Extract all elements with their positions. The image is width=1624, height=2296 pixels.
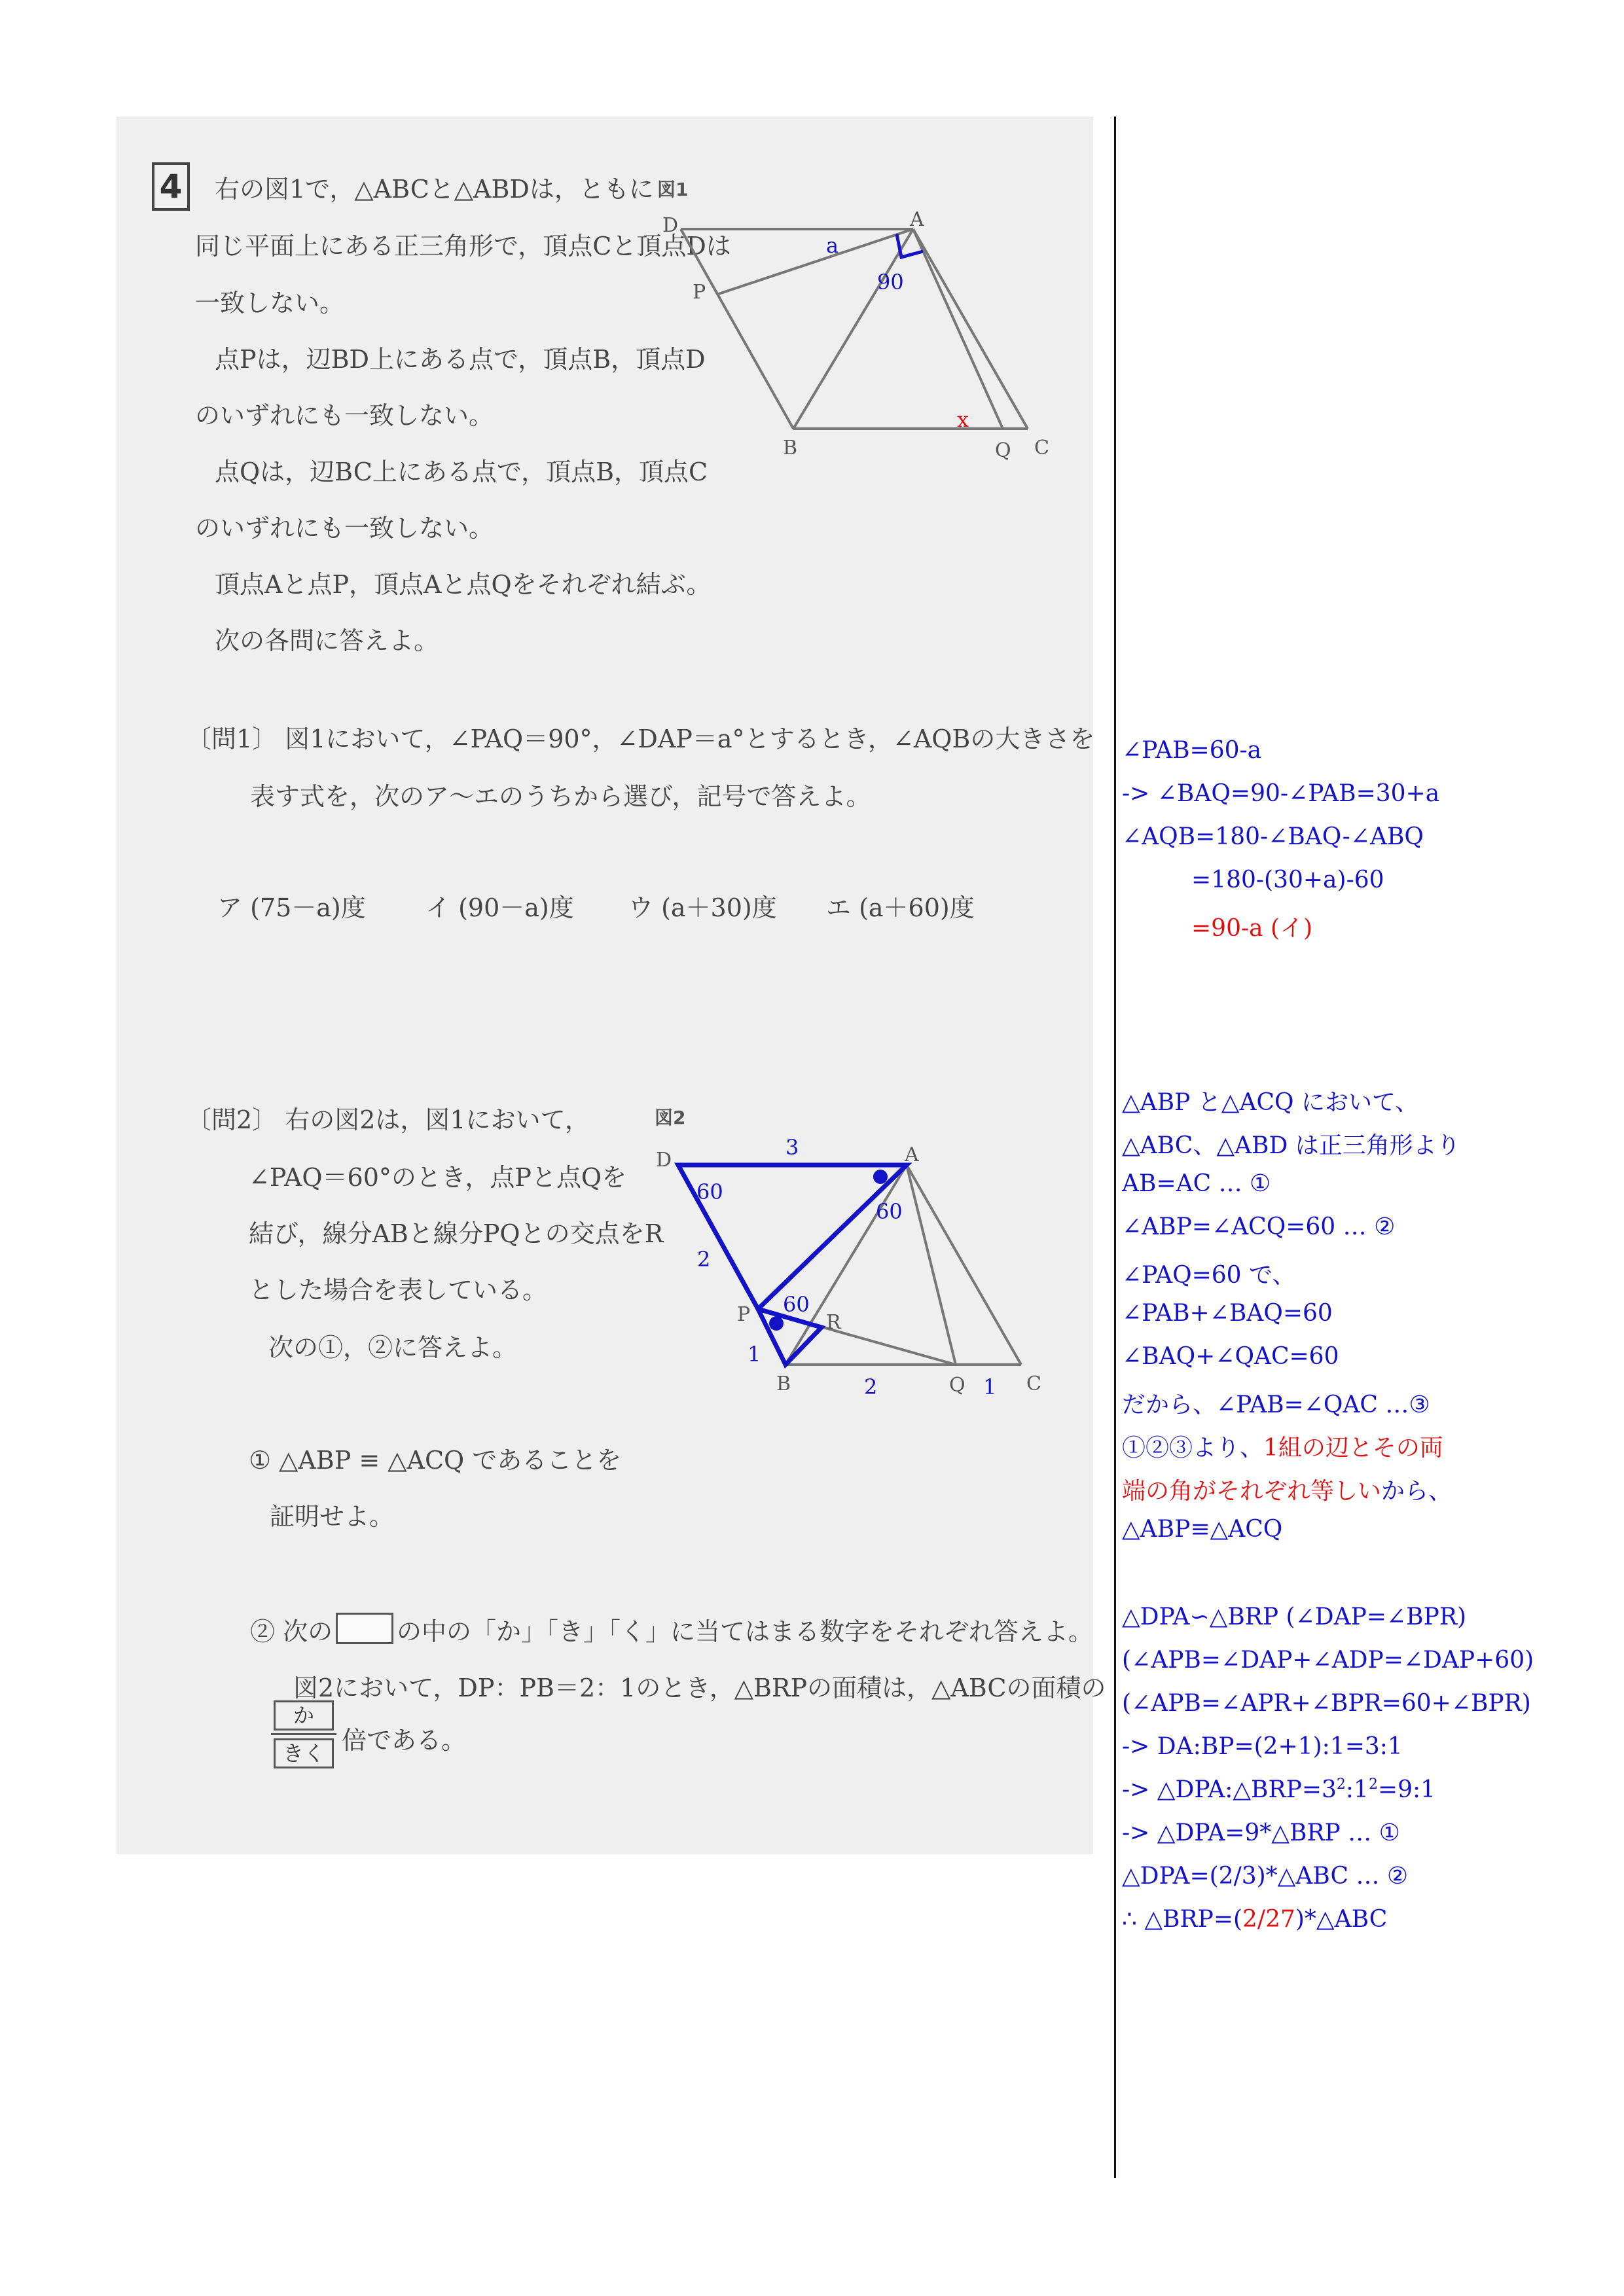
q2-sub2-line2: 図2において，DP：PB＝2：1のとき，△BRPの面積は，△ABCの面積の <box>293 1674 1106 1702</box>
point-r-label: R <box>826 1311 841 1334</box>
length-bq: 2 <box>864 1374 878 1399</box>
q2-sub2-tail: 倍である。 <box>342 1726 467 1755</box>
q1-option: ウ (a＋30)度 <box>628 893 777 922</box>
figure2-diagram <box>648 1113 1054 1420</box>
edge-ac <box>907 1165 1021 1365</box>
answer2-line: ∠PAB+∠BAQ=60 <box>1122 1300 1333 1327</box>
answer3-line5 <box>1122 1776 1435 1803</box>
answer3-line3b: 60+∠BPR) <box>1401 1690 1531 1717</box>
answer2-red-part1: 1組の辺とその両 <box>1263 1435 1443 1462</box>
answer1-line: ∠AQB=180-∠BAQ-∠ABQ <box>1122 823 1424 850</box>
answer3-line5-pre: -> △DPA:△BRP=3 <box>1122 1776 1337 1803</box>
point-c-label: C <box>1034 437 1049 459</box>
answer3-line1: △DPA∽△BRP (∠DAP=∠BPR) <box>1122 1604 1466 1630</box>
answer3-line3 <box>1122 1690 1531 1717</box>
answer2-prefix: ①②③より、 <box>1122 1435 1264 1462</box>
vertical-divider <box>1114 117 1116 2178</box>
angle-dot-p <box>769 1316 784 1331</box>
q1-line1: 〔問1〕 図1において，∠PAQ＝90°，∠DAP＝a°とするとき，∠AQBの大きさを <box>187 725 1095 753</box>
angle-x-note: x <box>957 407 969 432</box>
segment-aq <box>913 229 1003 429</box>
answer1-line: -> ∠BAQ=90-∠PAB=30+a <box>1122 780 1440 807</box>
fraction-denominator-box: きく <box>274 1738 334 1768</box>
length-dp: 2 <box>697 1247 711 1272</box>
q2-sub2-suffix: の中の「か」「き」「く」に当てはまる数字をそれぞれ答えよ。 <box>397 1617 1094 1646</box>
answer2-line: △ABP と△ACQ において、 <box>1122 1089 1419 1116</box>
answer2-red-part2: 端の角がそれぞれ等しい <box>1122 1478 1382 1505</box>
answer2-conclusion-cont <box>1122 1473 1452 1506</box>
answer3-line8-post: )*△ABC <box>1295 1906 1388 1933</box>
figure1-edges <box>681 229 1028 429</box>
point-q-label: Q <box>995 439 1011 462</box>
edge-db <box>681 229 793 429</box>
figure2-edges <box>758 1165 1021 1365</box>
answer3-line5-post: =9:1 <box>1377 1776 1436 1803</box>
problem-number-badge: 4 <box>152 162 190 211</box>
answer1-final: =90-a (イ) <box>1191 915 1313 942</box>
point-b-label: B <box>776 1372 791 1395</box>
answer3-line4: -> DA:BP=(2+1):1=3:1 <box>1122 1733 1403 1760</box>
segment-aq <box>907 1165 956 1365</box>
point-p-label: P <box>693 281 706 304</box>
angle-p-60: 60 <box>783 1292 810 1317</box>
answer3-line7: △DPA=(2/3)*△ABC … ② <box>1122 1863 1409 1890</box>
intro-line: のいずれにも一致しない。 <box>195 514 494 543</box>
q2-line: ∠PAQ＝60°のとき，点Pと点Qを <box>249 1163 627 1192</box>
length-pb: 1 <box>748 1342 761 1367</box>
answer3-line6: -> △DPA=9*△BRP … ① <box>1122 1820 1400 1846</box>
answer2-line: ∠BAQ+∠QAC=60 <box>1122 1343 1339 1370</box>
answer3-sup2: 2 <box>1368 1776 1378 1793</box>
q1-option: ア (75－a)度 <box>217 893 366 922</box>
point-d-label: D <box>656 1149 672 1172</box>
q1-option: イ (90－a)度 <box>425 893 574 922</box>
answer3-line2a: (∠APB=∠DAP+∠ADP= <box>1122 1647 1403 1674</box>
length-da: 3 <box>785 1135 799 1160</box>
answer3-line3a: (∠APB=∠APR+∠BPR= <box>1122 1690 1401 1717</box>
answer2-line: △ABP≡△ACQ <box>1122 1516 1283 1543</box>
answer3-final-value: 2/27 <box>1242 1906 1295 1933</box>
q2-line: 次の①，②に答えよ。 <box>268 1333 518 1362</box>
intro-line: 右の図1で，△ABCと△ABDは，ともに <box>215 175 654 204</box>
figure2-label: 図2 <box>655 1107 686 1128</box>
edge-ab <box>793 229 913 429</box>
answer2-line: ∠ABP=∠ACQ=60 … ② <box>1122 1213 1396 1240</box>
intro-line: 点Pは，辺BD上にある点で，頂点B，頂点D <box>215 345 706 374</box>
intro-line: 一致しない。 <box>195 289 345 317</box>
fraction-bar <box>271 1733 336 1735</box>
q2-sub1-line2: 証明せよ。 <box>270 1502 395 1531</box>
intro-line: 点Qは，辺BC上にある点で，頂点B，頂点C <box>215 457 708 486</box>
answer3-line8-pre: ∴ △BRP=( <box>1122 1906 1243 1933</box>
point-c-label: C <box>1026 1372 1041 1395</box>
angle-d-60: 60 <box>696 1179 723 1204</box>
intro-line: 頂点Aと点P，頂点Aと点Qをそれぞれ結ぶ。 <box>215 570 712 599</box>
answer1-line: ∠PAB=60-a <box>1122 737 1262 764</box>
figure1-label: 図1 <box>657 179 689 200</box>
answer3-line2b: ∠DAP+60) <box>1403 1647 1534 1674</box>
q2-line: とした場合を表している。 <box>249 1276 548 1304</box>
figure1-diagram <box>648 203 1054 465</box>
point-b-label: B <box>783 437 798 459</box>
angle-a-60: 60 <box>876 1199 903 1224</box>
edge-ac <box>913 229 1028 429</box>
angle-90-note: 90 <box>877 270 904 295</box>
intro-line: 次の各問に答えよ。 <box>215 626 439 655</box>
fraction-numerator-box: か <box>274 1700 334 1731</box>
answer3-sup1: 2 <box>1336 1776 1346 1793</box>
answer1-line: =180-(30+a)-60 <box>1191 867 1384 893</box>
point-d-label: D <box>662 214 679 237</box>
answer2-conclusion <box>1122 1429 1443 1463</box>
point-a-label: A <box>905 1143 919 1166</box>
answer2-line: だから、∠PAB=∠QAC …③ <box>1122 1391 1430 1418</box>
answer2-line: △ABC、△ABD は正三角形より <box>1122 1132 1460 1159</box>
intro-line: 同じ平面上にある正三角形で，頂点Cと頂点Dは <box>195 232 731 260</box>
answer2-tail: から、 <box>1381 1478 1453 1505</box>
answer2-line: AB=AC … ① <box>1122 1170 1271 1197</box>
answer2-line: ∠PAQ=60 で、 <box>1122 1262 1296 1289</box>
answer3-line5-mid: :1 <box>1345 1776 1369 1803</box>
point-p-label: P <box>737 1303 751 1326</box>
point-a-label: A <box>910 208 924 231</box>
q2-line: 結び，線分ABと線分PQとの交点をR <box>249 1219 664 1248</box>
angle-dot-a <box>873 1170 888 1184</box>
answer3-line2 <box>1122 1647 1534 1674</box>
q1-option: エ (a＋60)度 <box>826 893 975 922</box>
answer3-line8 <box>1122 1906 1387 1933</box>
q2-line: 〔問2〕 右の図2は，図1において， <box>187 1105 590 1134</box>
q1-line2: 表す式を，次のア～エのうちから選び，記号で答えよ。 <box>250 782 871 811</box>
point-q-label: Q <box>949 1374 965 1397</box>
answer-box <box>336 1613 393 1644</box>
intro-line: のいずれにも一致しない。 <box>195 401 494 430</box>
length-qc: 1 <box>983 1374 997 1399</box>
angle-a-note: a <box>826 233 839 258</box>
q2-sub1-line1: ① △ABP ≡ △ACQ であることを <box>249 1446 622 1475</box>
q2-sub2-prefix: ② 次の <box>250 1617 333 1646</box>
